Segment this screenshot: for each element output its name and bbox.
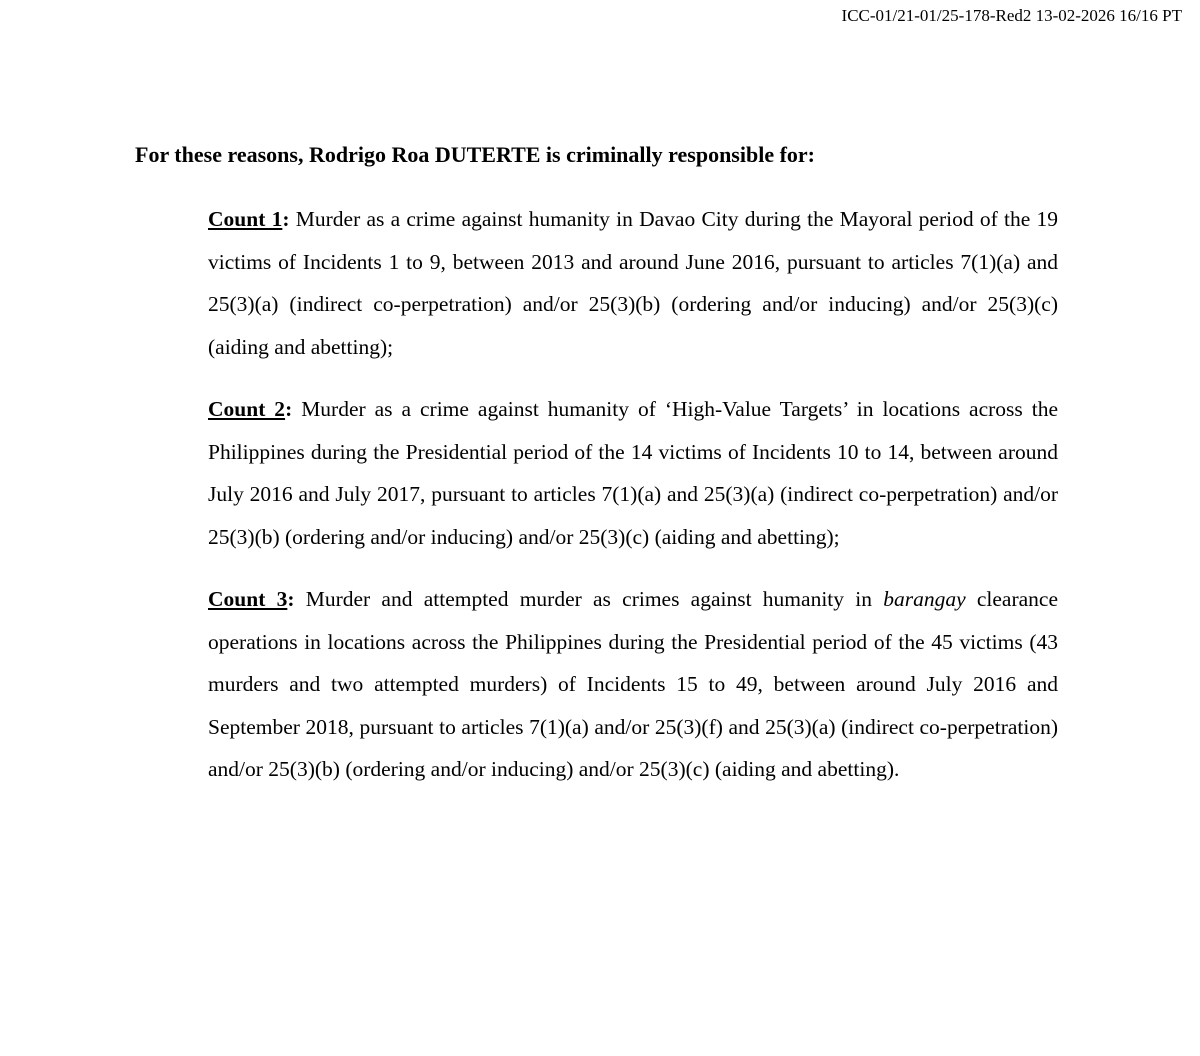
count-1-colon: :: [282, 207, 290, 231]
count-3-italic-term: barangay: [883, 587, 966, 611]
count-1-paragraph: [208, 198, 1058, 368]
count-2-text: Murder as a crime against humanity of ‘High-Value Targets’ in locations across the Philippines during the Presidential period of the 14 victims of Incidents 10 to 14, between around July 2016 and July 2017, pursuant to articles 7(1)(a) and 25(3)(a) (indirect co-perpetration) and/or 25(3)(b) (ordering and/or inducing) and/or 25(3)(c) (aiding and abetting);: [208, 397, 1058, 549]
counts-list: [208, 198, 1058, 811]
count-3-colon: :: [287, 587, 295, 611]
count-3-text-before: Murder and attempted murder as crimes against humanity in: [294, 587, 884, 611]
count-1-text: Murder as a crime against humanity in Davao City during the Mayoral period of the 19 victims of Incidents 1 to 9, between 2013 and around June 2016, pursuant to articles 7(1)(a) and 25(3)(a) (indirect co-perpetration) and/or 25(3)(b) (ordering and/or inducing) and/or 25(3)(c) (aiding and abetting);: [208, 207, 1058, 359]
document-reference-header: ICC-01/21-01/25-178-Red2 13-02-2026 16/16 PT: [841, 6, 1182, 25]
count-1-label: Count 1: [208, 207, 283, 231]
count-2-colon: :: [285, 397, 293, 421]
count-3-label: Count 3: [208, 587, 288, 611]
intro-statement: For these reasons, Rodrigo Roa DUTERTE is criminally responsible for:: [135, 142, 816, 167]
count-2-paragraph: [208, 388, 1058, 558]
count-2-label: Count 2: [208, 397, 286, 421]
count-3-text-after: clearance operations in locations across the Philippines during the Presidential period of the 45 victims (43 murders and two attempted murders) of Incidents 15 to 49, between around July 2016 and September 2018, pursuant to articles 7(1)(a) and/or 25(3)(f) and 25(3)(a) (indirect co-perpetration) and/or 25(3)(b) (ordering and/or inducing) and/or 25(3)(c) (aiding and abetting).: [208, 587, 1058, 781]
count-3-paragraph: [208, 578, 1058, 791]
